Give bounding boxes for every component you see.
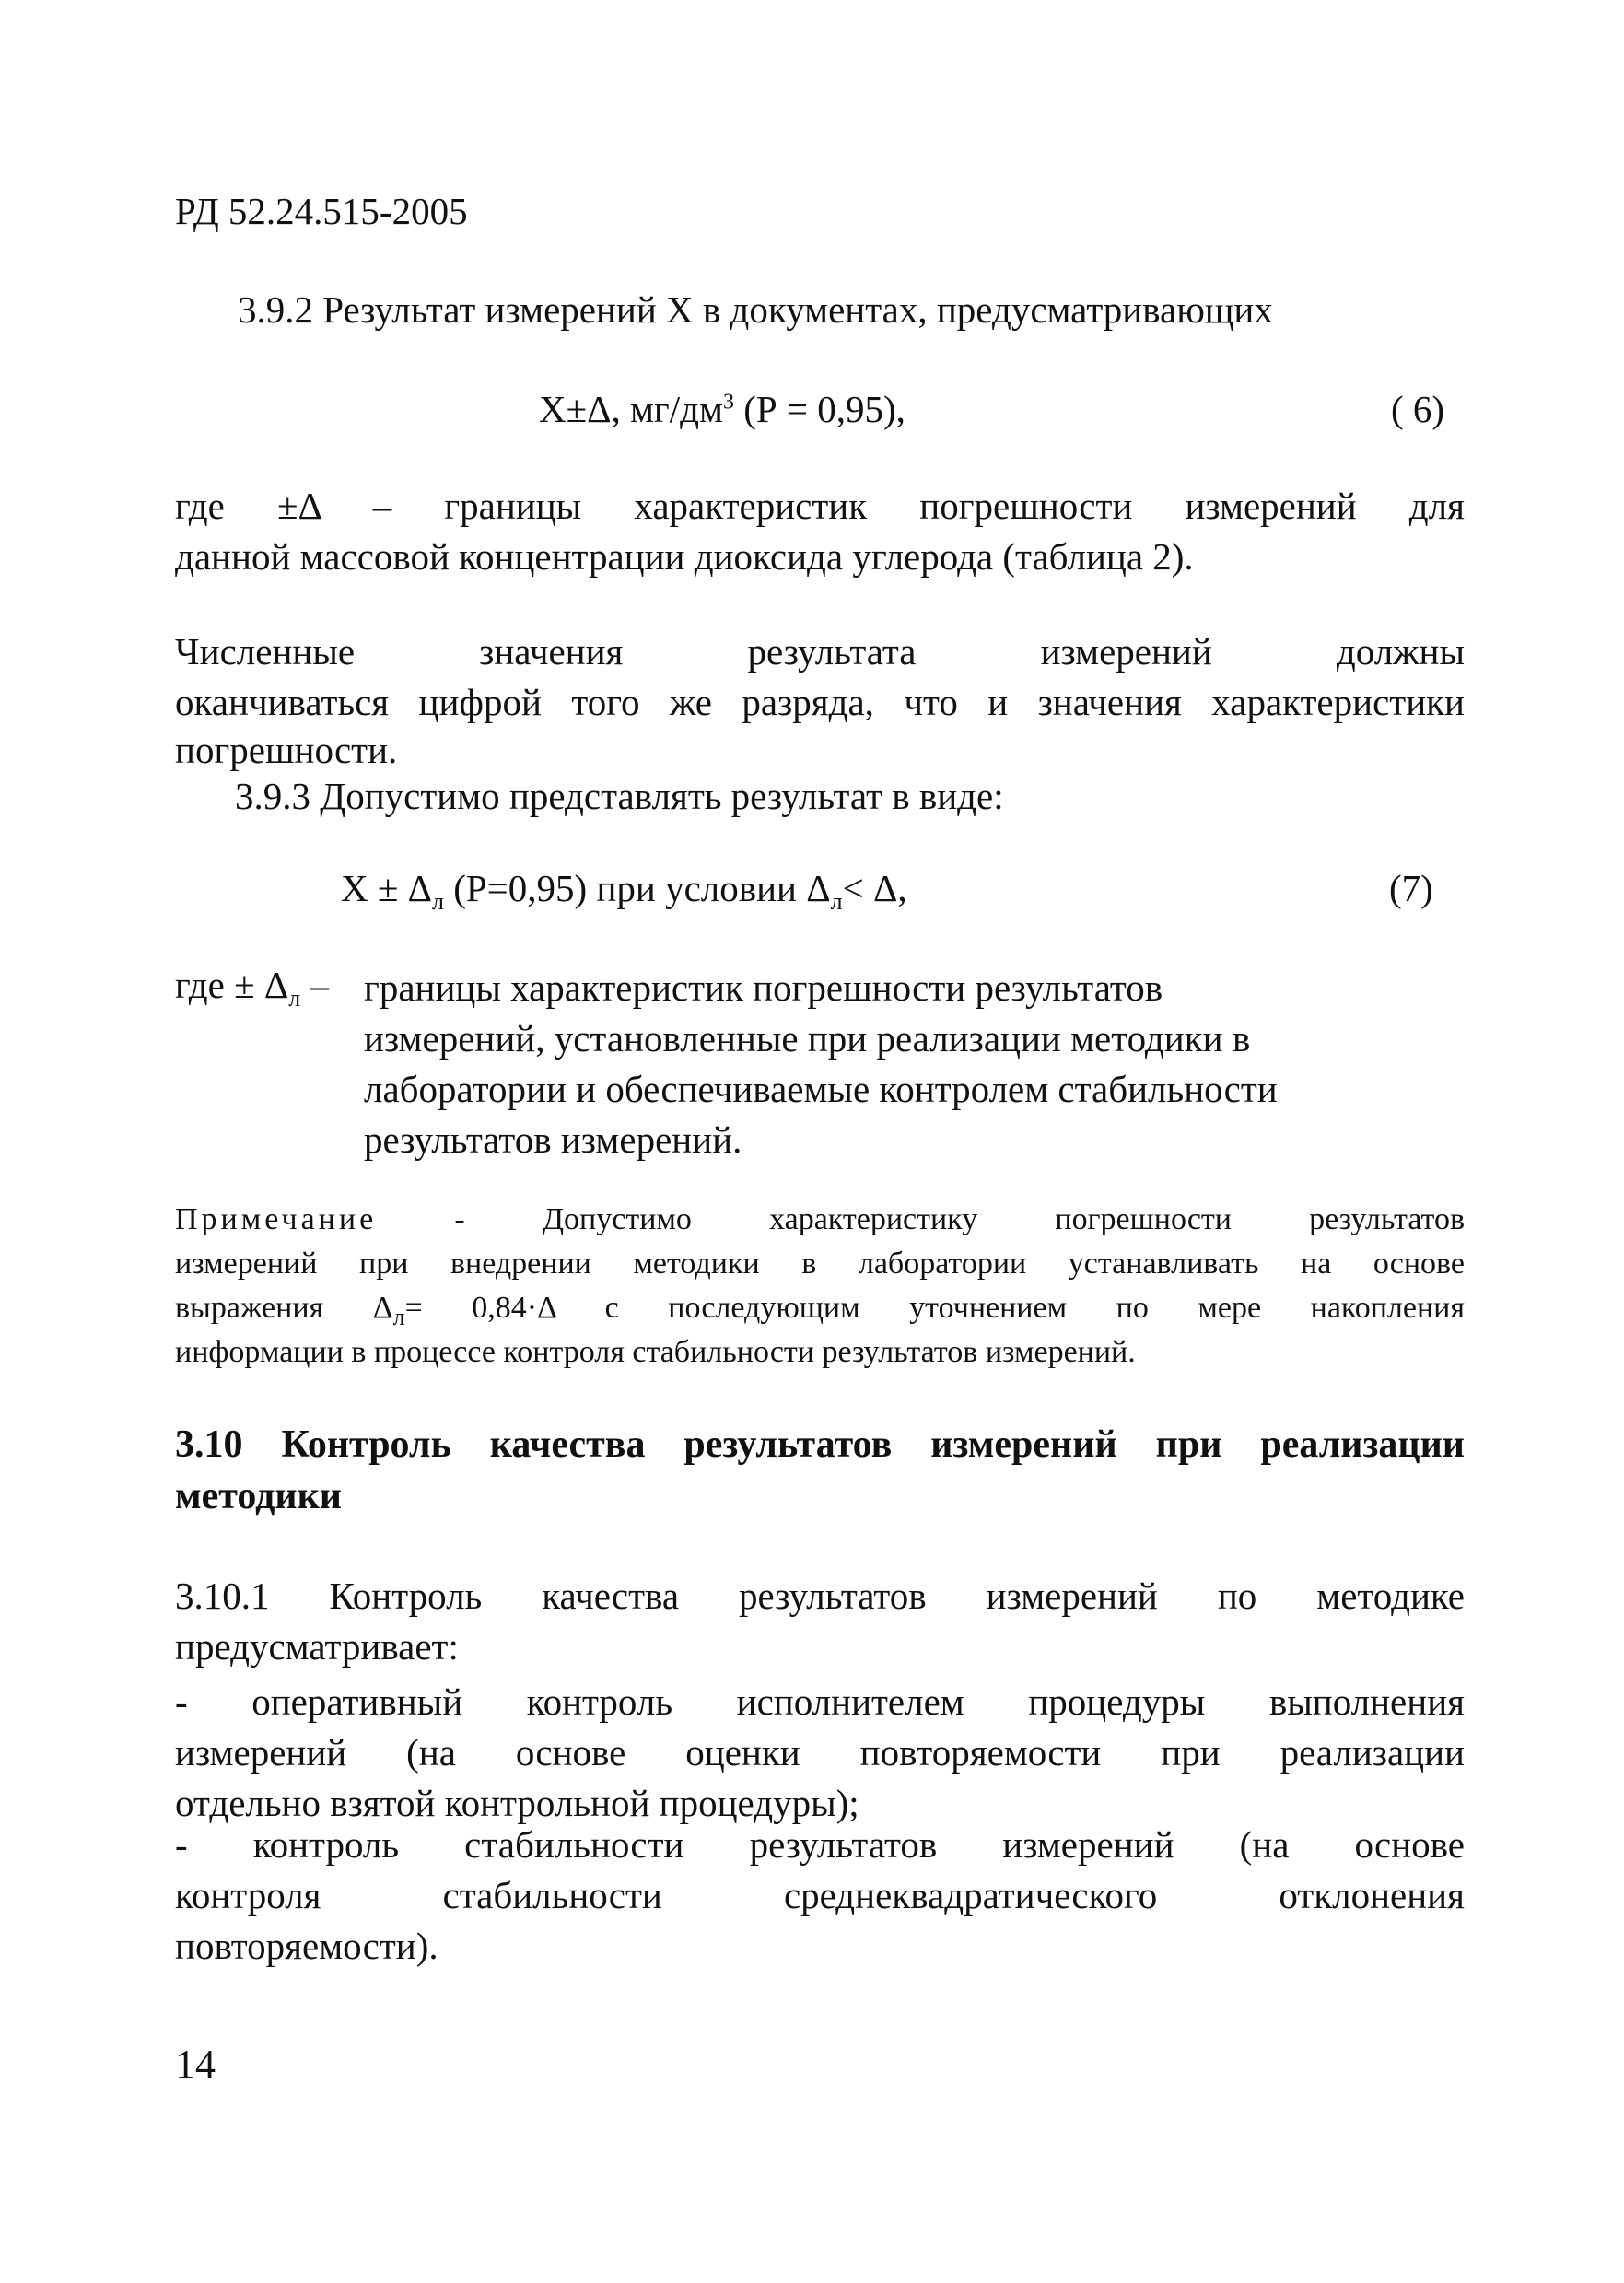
p3101-line-2: предусматривает: <box>175 1625 459 1668</box>
formula-7 <box>341 866 907 916</box>
item1-line-3: отдельно взятой контрольной процедуры); <box>175 1782 859 1824</box>
paragraph-3-9-2: 3.9.2 Результат измерений X в документах, предусматривающих <box>238 288 1273 331</box>
list-item-stability-control <box>175 1820 1465 1972</box>
where-delta-line-1: где ±Δ – границы характеристик погрешности измерений для <box>175 485 1465 527</box>
paragraph-3-10-1 <box>175 1571 1465 1672</box>
numeric-values-line-1: Численные значения результата измерений должны <box>175 630 1465 673</box>
formula-7-sub-2: л <box>830 888 843 916</box>
note-line-4: информации в процессе контроля стабильности результатов измерений. <box>175 1335 1136 1369</box>
where-delta-line-2: данной массовой концентрации диоксида углерода (таблица 2). <box>175 535 1194 578</box>
note-line-3-b: = 0,84·Δ с последующим уточнением по мере накопления <box>404 1291 1466 1325</box>
paragraph-numeric-values <box>175 626 1465 728</box>
where-delta-l-line-4: результатов измерений. <box>364 1118 742 1161</box>
note-line-1 <box>175 1198 1465 1242</box>
formula-7-sub-1: л <box>431 888 444 916</box>
item1-line-2: измерений (на основе оценки повторяемости при реализации <box>175 1731 1465 1774</box>
where-delta-l-line-1: границы характеристик погрешности результатов <box>364 966 1163 1009</box>
note-line-2: измерений при внедрении методики в лаборатории устанавливать на основе <box>175 1247 1465 1281</box>
item2-line-3: повторяемости). <box>175 1925 438 1967</box>
note-label: Примечание <box>175 1202 378 1236</box>
formula-7-number: (7) <box>1389 867 1433 909</box>
numeric-values-line-3: погрешности. <box>175 729 398 771</box>
formula-7-part-3: < Δ, <box>842 867 907 909</box>
document-code: РД 52.24.515-2005 <box>175 190 468 232</box>
note-block <box>175 1198 1465 1375</box>
where-delta-l-line-2: измерений, установленные при реализации методики в <box>364 1017 1251 1060</box>
list-item-operational-control <box>175 1677 1465 1829</box>
formula-7-part-1: X ± Δ <box>341 867 432 909</box>
numeric-values-line-2: оканчиваться цифрой того же разряда, что и значения характеристики <box>175 681 1465 723</box>
note-line-3-sub: л <box>392 1303 405 1330</box>
heading-line-1: 3.10 Контроль качества результатов измерений при реализации <box>175 1423 1465 1466</box>
where-delta-l-lead <box>175 963 329 1013</box>
formula-6 <box>539 387 905 431</box>
formula-6-sup: 3 <box>722 390 734 415</box>
where-delta-l-lead-b: – <box>300 964 329 1006</box>
item2-line-1: - контроль стабильности результатов измерений (на основе <box>175 1823 1465 1866</box>
where-delta-l-line-3: лаборатории и обеспечиваемые контролем стабильности <box>364 1068 1278 1110</box>
formula-6-tail: (Р = 0,95), <box>733 388 905 430</box>
item1-line-1: - оперативный контроль исполнителем процедуры выполнения <box>175 1680 1465 1723</box>
note-line-1-rest: - Допустимо характеристику погрешности результатов <box>377 1202 1465 1236</box>
page-number: 14 <box>175 2042 216 2087</box>
paragraph-3-9-3: 3.9.3 Допустимо представлять результат в виде: <box>235 775 1004 817</box>
where-delta-l-lead-sub: л <box>288 985 301 1013</box>
formula-6-main: X±Δ, мг/дм <box>539 388 723 430</box>
note-line-3 <box>175 1286 1465 1330</box>
where-delta-definition <box>175 481 1465 582</box>
p3101-line-1: 3.10.1 Контроль качества результатов измерений по методике <box>175 1575 1465 1617</box>
where-delta-l-lead-a: где ± Δ <box>175 964 289 1006</box>
item2-line-2: контроля стабильности среднеквадратического отклонения <box>175 1874 1465 1916</box>
where-delta-l-definition <box>364 963 1432 1165</box>
note-line-3-a: выражения Δ <box>175 1291 393 1325</box>
heading-line-2: методики <box>175 1475 342 1517</box>
section-heading-3-10 <box>175 1419 1465 1522</box>
formula-6-number: ( 6) <box>1391 388 1445 430</box>
formula-7-part-2: (Р=0,95) при условии Δ <box>443 867 831 909</box>
